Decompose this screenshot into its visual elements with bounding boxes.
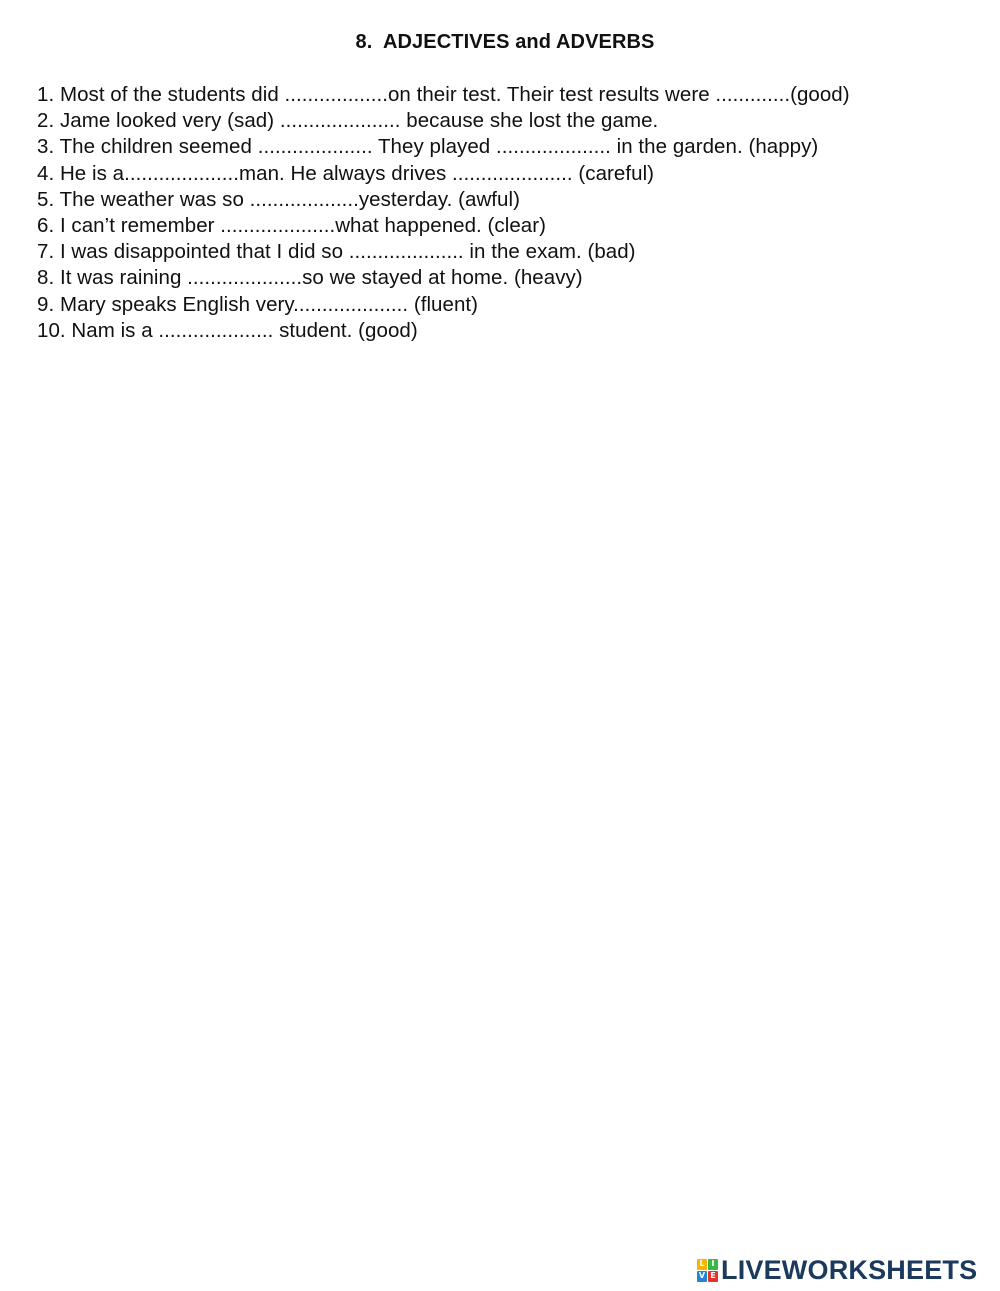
exercise-item: 1. Most of the students did ..................on their test. Their test results were .............(good) [37, 83, 850, 106]
logo-cell-e: E [708, 1271, 718, 1282]
exercise-list [37, 82, 850, 344]
logo-cell-v: V [698, 1271, 706, 1280]
exercise-item: 10. Nam is a .................... student. (good) [37, 318, 418, 342]
worksheet-title: 8. ADJECTIVES and ADVERBS [355, 31, 655, 53]
exercise-item: 5. The weather was so ...................yesterday. (awful) [37, 187, 520, 211]
exercise-item: 8. It was raining ....................so we stayed at home. (heavy) [37, 266, 583, 290]
exercise-item: 9. Mary speaks English very.................... (fluent) [37, 292, 479, 316]
logo-mark-icon [697, 1259, 718, 1282]
logo-cell-l: L [697, 1259, 707, 1270]
exercise-item: 7. I was disappointed that I did so .................... in the exam. (bad) [37, 240, 636, 264]
exercise-item: 3. The children seemed .................... They played .................... in the garden. (happy) [37, 135, 819, 159]
liveworksheets-logo [697, 1254, 977, 1286]
exercise-item: 2. Jame looked very (sad) ..................... because she lost the game. [37, 109, 659, 133]
exercise-item: 6. I can’t remember ....................what happened. (clear) [37, 214, 546, 238]
exercise-item: 4. He is a....................man. He always drives ..................... (careful) [37, 161, 655, 185]
logo-cell-i: I [708, 1259, 718, 1270]
logo-text: LIVEWORKSHEETS [721, 1254, 978, 1285]
